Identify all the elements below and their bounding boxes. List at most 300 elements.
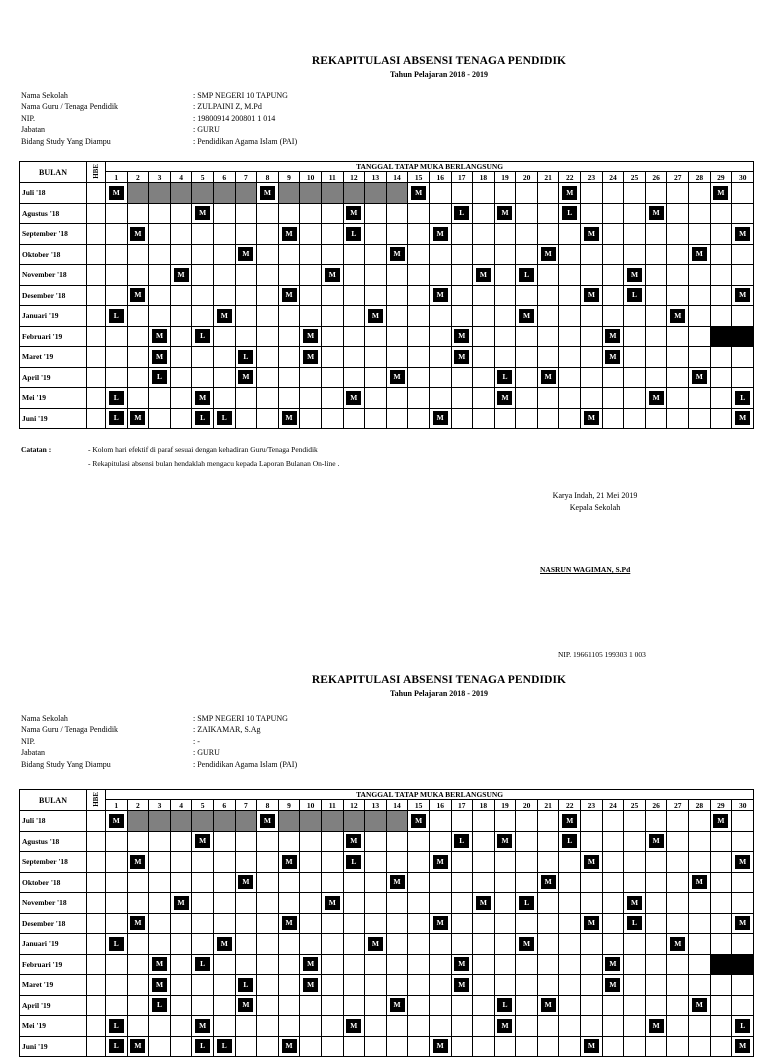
day-cell (106, 1036, 128, 1057)
teacher-info (21, 90, 297, 147)
day-cell (537, 995, 559, 1016)
attendance-mark: M (152, 350, 167, 364)
month-label: Agustus '18 (20, 831, 87, 852)
day-cell (473, 811, 495, 832)
header-tanggal: TANGGAL TATAP MUKA BERLANGSUNG (106, 790, 754, 800)
hbe-cell (87, 934, 106, 955)
day-cell (494, 347, 516, 368)
day-cell (192, 1036, 214, 1057)
day-cell (343, 872, 365, 893)
day-cell (667, 1036, 689, 1057)
day-cell (516, 975, 538, 996)
day-cell (732, 183, 754, 204)
day-cell (365, 954, 387, 975)
day-cell (278, 1016, 300, 1037)
day-cell (127, 954, 149, 975)
day-cell (429, 203, 451, 224)
day-cell (732, 975, 754, 996)
attendance-mark: L (562, 834, 577, 848)
attendance-mark: L (238, 978, 253, 992)
day-cell (494, 934, 516, 955)
day-cell (581, 852, 603, 873)
note-2: - Rekapitulasi absensi bulan hendaklah mengacu kepada Laporan Bulanan On-line . (88, 459, 340, 468)
month-label: Januari '19 (20, 306, 87, 327)
day-cell (192, 831, 214, 852)
day-cell (170, 831, 192, 852)
info-value: : GURU (193, 125, 220, 135)
day-cell (386, 872, 408, 893)
day-cell (710, 306, 732, 327)
header-hbe (87, 162, 106, 183)
day-cell (408, 995, 430, 1016)
attendance-mark: M (109, 186, 124, 200)
table-row (20, 1036, 754, 1057)
attendance-mark: M (562, 186, 577, 200)
day-cell (689, 831, 711, 852)
day-cell (667, 306, 689, 327)
day-cell (602, 1036, 624, 1057)
info-label: Nama Sekolah (21, 714, 68, 723)
table-row (20, 306, 754, 327)
table-row (20, 265, 754, 286)
day-cell (170, 408, 192, 429)
header-bulan: BULAN (20, 162, 87, 183)
day-cell (192, 893, 214, 914)
day-cell (106, 408, 128, 429)
day-cell (429, 913, 451, 934)
day-header: 12 (343, 800, 365, 811)
day-header: 21 (537, 172, 559, 183)
day-cell (192, 1016, 214, 1037)
day-cell (710, 872, 732, 893)
table-row (20, 995, 754, 1016)
day-cell (516, 954, 538, 975)
day-cell (732, 367, 754, 388)
day-cell (321, 306, 343, 327)
day-cell (213, 244, 235, 265)
day-cell (343, 388, 365, 409)
day-cell (408, 224, 430, 245)
day-cell (732, 224, 754, 245)
day-cell (321, 285, 343, 306)
day-cell (710, 1036, 732, 1057)
day-cell (343, 913, 365, 934)
table-row (20, 913, 754, 934)
day-cell (170, 203, 192, 224)
day-cell (559, 995, 581, 1016)
day-cell (429, 893, 451, 914)
day-cell (494, 183, 516, 204)
table-row (20, 872, 754, 893)
day-cell (624, 852, 646, 873)
month-label: Agustus '18 (20, 203, 87, 224)
day-cell (365, 183, 387, 204)
day-cell (732, 913, 754, 934)
hbe-cell (87, 306, 106, 327)
day-cell (494, 872, 516, 893)
day-cell (213, 831, 235, 852)
day-cell (710, 265, 732, 286)
day-cell (257, 831, 279, 852)
note-1: - Kolom hari efektif di paraf sesuai dengan kehadiran Guru/Tenaga Pendidik (88, 445, 318, 454)
day-cell (689, 367, 711, 388)
day-cell (537, 811, 559, 832)
day-cell (300, 183, 322, 204)
info-label: Nama Sekolah (21, 91, 68, 100)
day-cell (365, 1036, 387, 1057)
day-cell (365, 893, 387, 914)
day-cell (494, 852, 516, 873)
day-cell (732, 347, 754, 368)
day-cell (149, 954, 171, 975)
attendance-mark: M (713, 186, 728, 200)
day-header: 9 (278, 800, 300, 811)
day-cell (278, 1036, 300, 1057)
day-cell (365, 872, 387, 893)
attendance-mark: M (497, 391, 512, 405)
day-cell (516, 811, 538, 832)
day-cell (106, 934, 128, 955)
day-cell (645, 872, 667, 893)
day-cell (106, 811, 128, 832)
attendance-mark: M (433, 855, 448, 869)
day-cell (710, 203, 732, 224)
day-header: 8 (257, 172, 279, 183)
day-cell (645, 285, 667, 306)
day-cell (235, 388, 257, 409)
day-cell (559, 408, 581, 429)
table-row (20, 831, 754, 852)
day-cell (602, 408, 624, 429)
attendance-mark: L (346, 855, 361, 869)
day-cell (192, 326, 214, 347)
day-cell (386, 831, 408, 852)
attendance-mark: M (497, 834, 512, 848)
day-cell (127, 306, 149, 327)
day-cell (710, 326, 732, 347)
day-cell (732, 203, 754, 224)
day-cell (667, 811, 689, 832)
day-cell (106, 347, 128, 368)
day-cell (192, 265, 214, 286)
day-cell (451, 367, 473, 388)
day-header: 4 (170, 800, 192, 811)
day-cell (235, 975, 257, 996)
day-cell (624, 1016, 646, 1037)
day-cell (581, 975, 603, 996)
day-cell (300, 872, 322, 893)
day-cell (170, 975, 192, 996)
day-cell (516, 913, 538, 934)
day-cell (300, 831, 322, 852)
attendance-mark: M (433, 916, 448, 930)
day-cell (516, 183, 538, 204)
day-cell (343, 224, 365, 245)
day-cell (408, 1016, 430, 1037)
day-header: 24 (602, 172, 624, 183)
day-cell (473, 347, 495, 368)
day-cell (127, 1016, 149, 1037)
day-header: 7 (235, 800, 257, 811)
day-cell (106, 913, 128, 934)
day-cell (408, 913, 430, 934)
day-cell (149, 347, 171, 368)
day-cell (689, 1016, 711, 1037)
day-header: 7 (235, 172, 257, 183)
day-cell (235, 244, 257, 265)
day-cell (386, 1016, 408, 1037)
day-cell (408, 852, 430, 873)
day-cell (321, 326, 343, 347)
day-cell (213, 872, 235, 893)
attendance-mark: M (627, 896, 642, 910)
day-cell (365, 995, 387, 1016)
day-header: 2 (127, 172, 149, 183)
day-cell (473, 831, 495, 852)
day-cell (343, 367, 365, 388)
info-row (21, 713, 297, 724)
day-cell (321, 1036, 343, 1057)
day-cell (278, 831, 300, 852)
day-cell (710, 893, 732, 914)
attendance-mark: M (433, 227, 448, 241)
day-cell (386, 265, 408, 286)
attendance-mark: M (152, 329, 167, 343)
day-cell (537, 1016, 559, 1037)
hbe-cell (87, 1016, 106, 1037)
day-cell (645, 995, 667, 1016)
day-cell (235, 183, 257, 204)
day-cell (257, 913, 279, 934)
day-cell (689, 244, 711, 265)
attendance-mark: L (346, 227, 361, 241)
hbe-cell (87, 995, 106, 1016)
day-cell (581, 872, 603, 893)
day-cell (624, 265, 646, 286)
day-cell (473, 183, 495, 204)
day-cell (192, 367, 214, 388)
attendance-mark: M (346, 834, 361, 848)
day-header: 21 (537, 800, 559, 811)
day-cell (127, 183, 149, 204)
day-cell (213, 811, 235, 832)
day-cell (689, 265, 711, 286)
day-cell (300, 347, 322, 368)
sign-nip: NIP. 19661105 199303 1 003 (558, 650, 646, 659)
day-cell (170, 388, 192, 409)
day-cell (127, 852, 149, 873)
day-cell (408, 388, 430, 409)
day-cell (365, 852, 387, 873)
day-cell (451, 306, 473, 327)
day-cell (149, 367, 171, 388)
day-cell (170, 347, 192, 368)
hbe-cell (87, 285, 106, 306)
day-cell (365, 831, 387, 852)
attendance-mark: L (497, 998, 512, 1012)
day-cell (213, 893, 235, 914)
attendance-mark: L (109, 1039, 124, 1053)
day-cell (106, 367, 128, 388)
day-cell (106, 326, 128, 347)
day-cell (343, 893, 365, 914)
day-cell (300, 1036, 322, 1057)
day-cell (602, 975, 624, 996)
table-row (20, 1016, 754, 1037)
day-cell (559, 388, 581, 409)
day-cell (689, 995, 711, 1016)
day-header: 19 (494, 800, 516, 811)
day-cell (516, 995, 538, 1016)
month-label: Februari '19 (20, 954, 87, 975)
day-cell (192, 347, 214, 368)
table-row (20, 244, 754, 265)
day-cell (235, 347, 257, 368)
day-cell (645, 1036, 667, 1057)
day-cell (473, 244, 495, 265)
attendance-mark: M (368, 937, 383, 951)
day-cell (602, 913, 624, 934)
day-cell (624, 934, 646, 955)
info-row (21, 124, 297, 135)
attendance-mark: M (195, 206, 210, 220)
day-cell (429, 244, 451, 265)
day-cell (602, 852, 624, 873)
attendance-mark: L (109, 309, 124, 323)
day-cell (602, 954, 624, 975)
day-cell (451, 265, 473, 286)
day-cell (732, 831, 754, 852)
attendance-mark: M (346, 206, 361, 220)
day-cell (667, 285, 689, 306)
day-header: 8 (257, 800, 279, 811)
day-cell (257, 852, 279, 873)
attendance-mark: M (282, 411, 297, 425)
day-cell (645, 975, 667, 996)
day-header: 1 (106, 800, 128, 811)
day-cell (127, 872, 149, 893)
attendance-mark: M (217, 309, 232, 323)
attendance-mark: M (454, 978, 469, 992)
month-label: Juli '18 (20, 183, 87, 204)
hbe-cell (87, 183, 106, 204)
day-cell (278, 975, 300, 996)
day-cell (689, 306, 711, 327)
day-cell (192, 306, 214, 327)
day-cell (537, 934, 559, 955)
day-header: 14 (386, 172, 408, 183)
day-cell (732, 285, 754, 306)
attendance-mark: M (238, 370, 253, 384)
attendance-mark: L (454, 834, 469, 848)
day-cell (710, 954, 732, 975)
day-cell (473, 285, 495, 306)
day-cell (213, 1016, 235, 1037)
info-label: NIP. (21, 736, 36, 746)
attendance-mark: M (130, 288, 145, 302)
info-value: : GURU (193, 748, 220, 758)
table-row (20, 954, 754, 975)
day-cell (213, 285, 235, 306)
day-cell (127, 203, 149, 224)
attendance-mark: M (303, 350, 318, 364)
day-cell (732, 954, 754, 975)
day-cell (170, 183, 192, 204)
attendance-mark: L (109, 1019, 124, 1033)
day-cell (257, 1016, 279, 1037)
day-cell (170, 224, 192, 245)
attendance-mark: L (109, 391, 124, 405)
info-label: Nama Guru / Tenaga Pendidik (21, 102, 119, 112)
attendance-mark: M (649, 834, 664, 848)
month-label: Oktober '18 (20, 872, 87, 893)
day-cell (516, 831, 538, 852)
attendance-mark: M (390, 998, 405, 1012)
day-cell (213, 326, 235, 347)
day-cell (689, 872, 711, 893)
attendance-mark: M (260, 814, 275, 828)
day-cell (300, 975, 322, 996)
day-cell (408, 872, 430, 893)
day-cell (559, 934, 581, 955)
notes-label: Catatan : (21, 445, 52, 454)
day-cell (451, 347, 473, 368)
day-cell (581, 934, 603, 955)
attendance-mark: M (368, 309, 383, 323)
day-cell (624, 1036, 646, 1057)
day-cell (473, 893, 495, 914)
day-cell (106, 388, 128, 409)
day-cell (624, 347, 646, 368)
day-cell (213, 265, 235, 286)
day-cell (667, 934, 689, 955)
teacher-info (21, 713, 297, 770)
day-cell (732, 934, 754, 955)
day-cell (386, 934, 408, 955)
day-cell (537, 893, 559, 914)
day-cell (192, 203, 214, 224)
day-cell (429, 811, 451, 832)
day-cell (602, 1016, 624, 1037)
day-cell (149, 831, 171, 852)
day-header: 3 (149, 800, 171, 811)
day-cell (170, 1016, 192, 1037)
info-value: : 19800914 200801 1 014 (193, 113, 276, 123)
day-cell (408, 183, 430, 204)
attendance-mark: M (692, 875, 707, 889)
attendance-mark: M (454, 957, 469, 971)
sign-place-date: Karya Indah, 21 Mei 2019 (552, 491, 638, 500)
day-cell (213, 975, 235, 996)
day-cell (516, 347, 538, 368)
day-cell (516, 1016, 538, 1037)
attendance-mark: L (109, 937, 124, 951)
table-row (20, 347, 754, 368)
attendance-mark: M (713, 814, 728, 828)
attendance-mark: M (692, 370, 707, 384)
attendance-mark: M (130, 916, 145, 930)
day-cell (473, 265, 495, 286)
day-cell (386, 285, 408, 306)
day-cell (127, 367, 149, 388)
day-cell (408, 367, 430, 388)
day-cell (127, 913, 149, 934)
day-cell (149, 326, 171, 347)
day-cell (581, 913, 603, 934)
day-cell (386, 183, 408, 204)
day-header: 20 (516, 800, 538, 811)
day-cell (257, 326, 279, 347)
